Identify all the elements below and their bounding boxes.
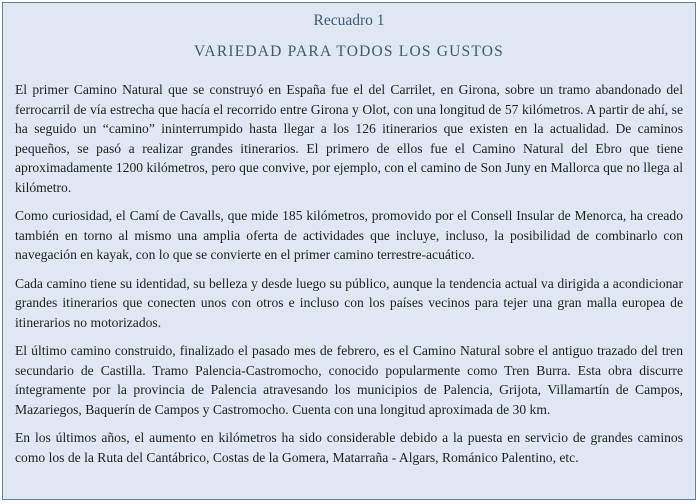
paragraph-4: El último camino construido, finalizado el pasado mes de febrero, es el Camino Natural sobre el antiguo trazado del tren secundario de Castilla. Tramo Palencia-Castromocho, conocido popularmente como Tren Burra. Esta obra discurre íntegramente por la provincia de Palencia atravesando los municipios de Palencia, Grijota, Villamartín de Campos, Mazariegos, Baquerín de Campos y Castromocho. Cuenta con una longitud aproximada de 30 km.: [15, 343, 683, 417]
paragraph-2: Como curiosidad, el Camí de Cavalls, que mide 185 kilómetros, promovido por el Consell Insular de Menorca, ha creado también en torno al mismo una amplia oferta de actividades que incluye, incluso, la posibilidad de combinarlo con navegación en kayak, con lo que se convierte en el primer camino terrestre-acuático.: [15, 208, 683, 262]
paragraph-3: Cada camino tiene su identidad, su belleza y desde luego su público, aunque la tendencia actual va dirigida a acondicionar grandes itinerarios que conecten unos con otros e incluso con los países vecinos para tejer una gran malla europea de itinerarios no motorizados.: [15, 275, 683, 330]
box-body: [15, 80, 683, 467]
paragraph-1: El primer Camino Natural que se construyó en España fue el del Carrilet, en Girona, sobre un tramo abandonado del ferrocarril de vía estrecha que hacía el recorrido entre Girona y Olot, con una longitud de 57 kilómetros. A partir de ahí, se ha seguido un “camino” ininterrumpido hasta llegar a los 126 itinerarios que existen en la actualidad. De caminos pequeños, se pasó a realizar grandes itinerarios. El primero de ellos fue el Camino Natural del Ebro que tiene aproximadamente 1200 kilómetros, pero que convive, por ejemplo, con el camino de Son Juny en Mallorca que no llega al kilómetro.: [15, 82, 683, 195]
paragraph-5: En los últimos años, el aumento en kilómetros ha sido considerable debido a la puesta en servicio de grandes caminos como los de la Ruta del Cantábrico, Costas de la Gomera, Matarraña - Algars, Románico Palentino, etc.: [15, 430, 683, 465]
sidebar-box: [2, 2, 696, 500]
box-title: VARIEDAD PARA TODOS LOS GUSTOS: [194, 43, 504, 60]
box-label: Recuadro 1: [313, 12, 385, 29]
